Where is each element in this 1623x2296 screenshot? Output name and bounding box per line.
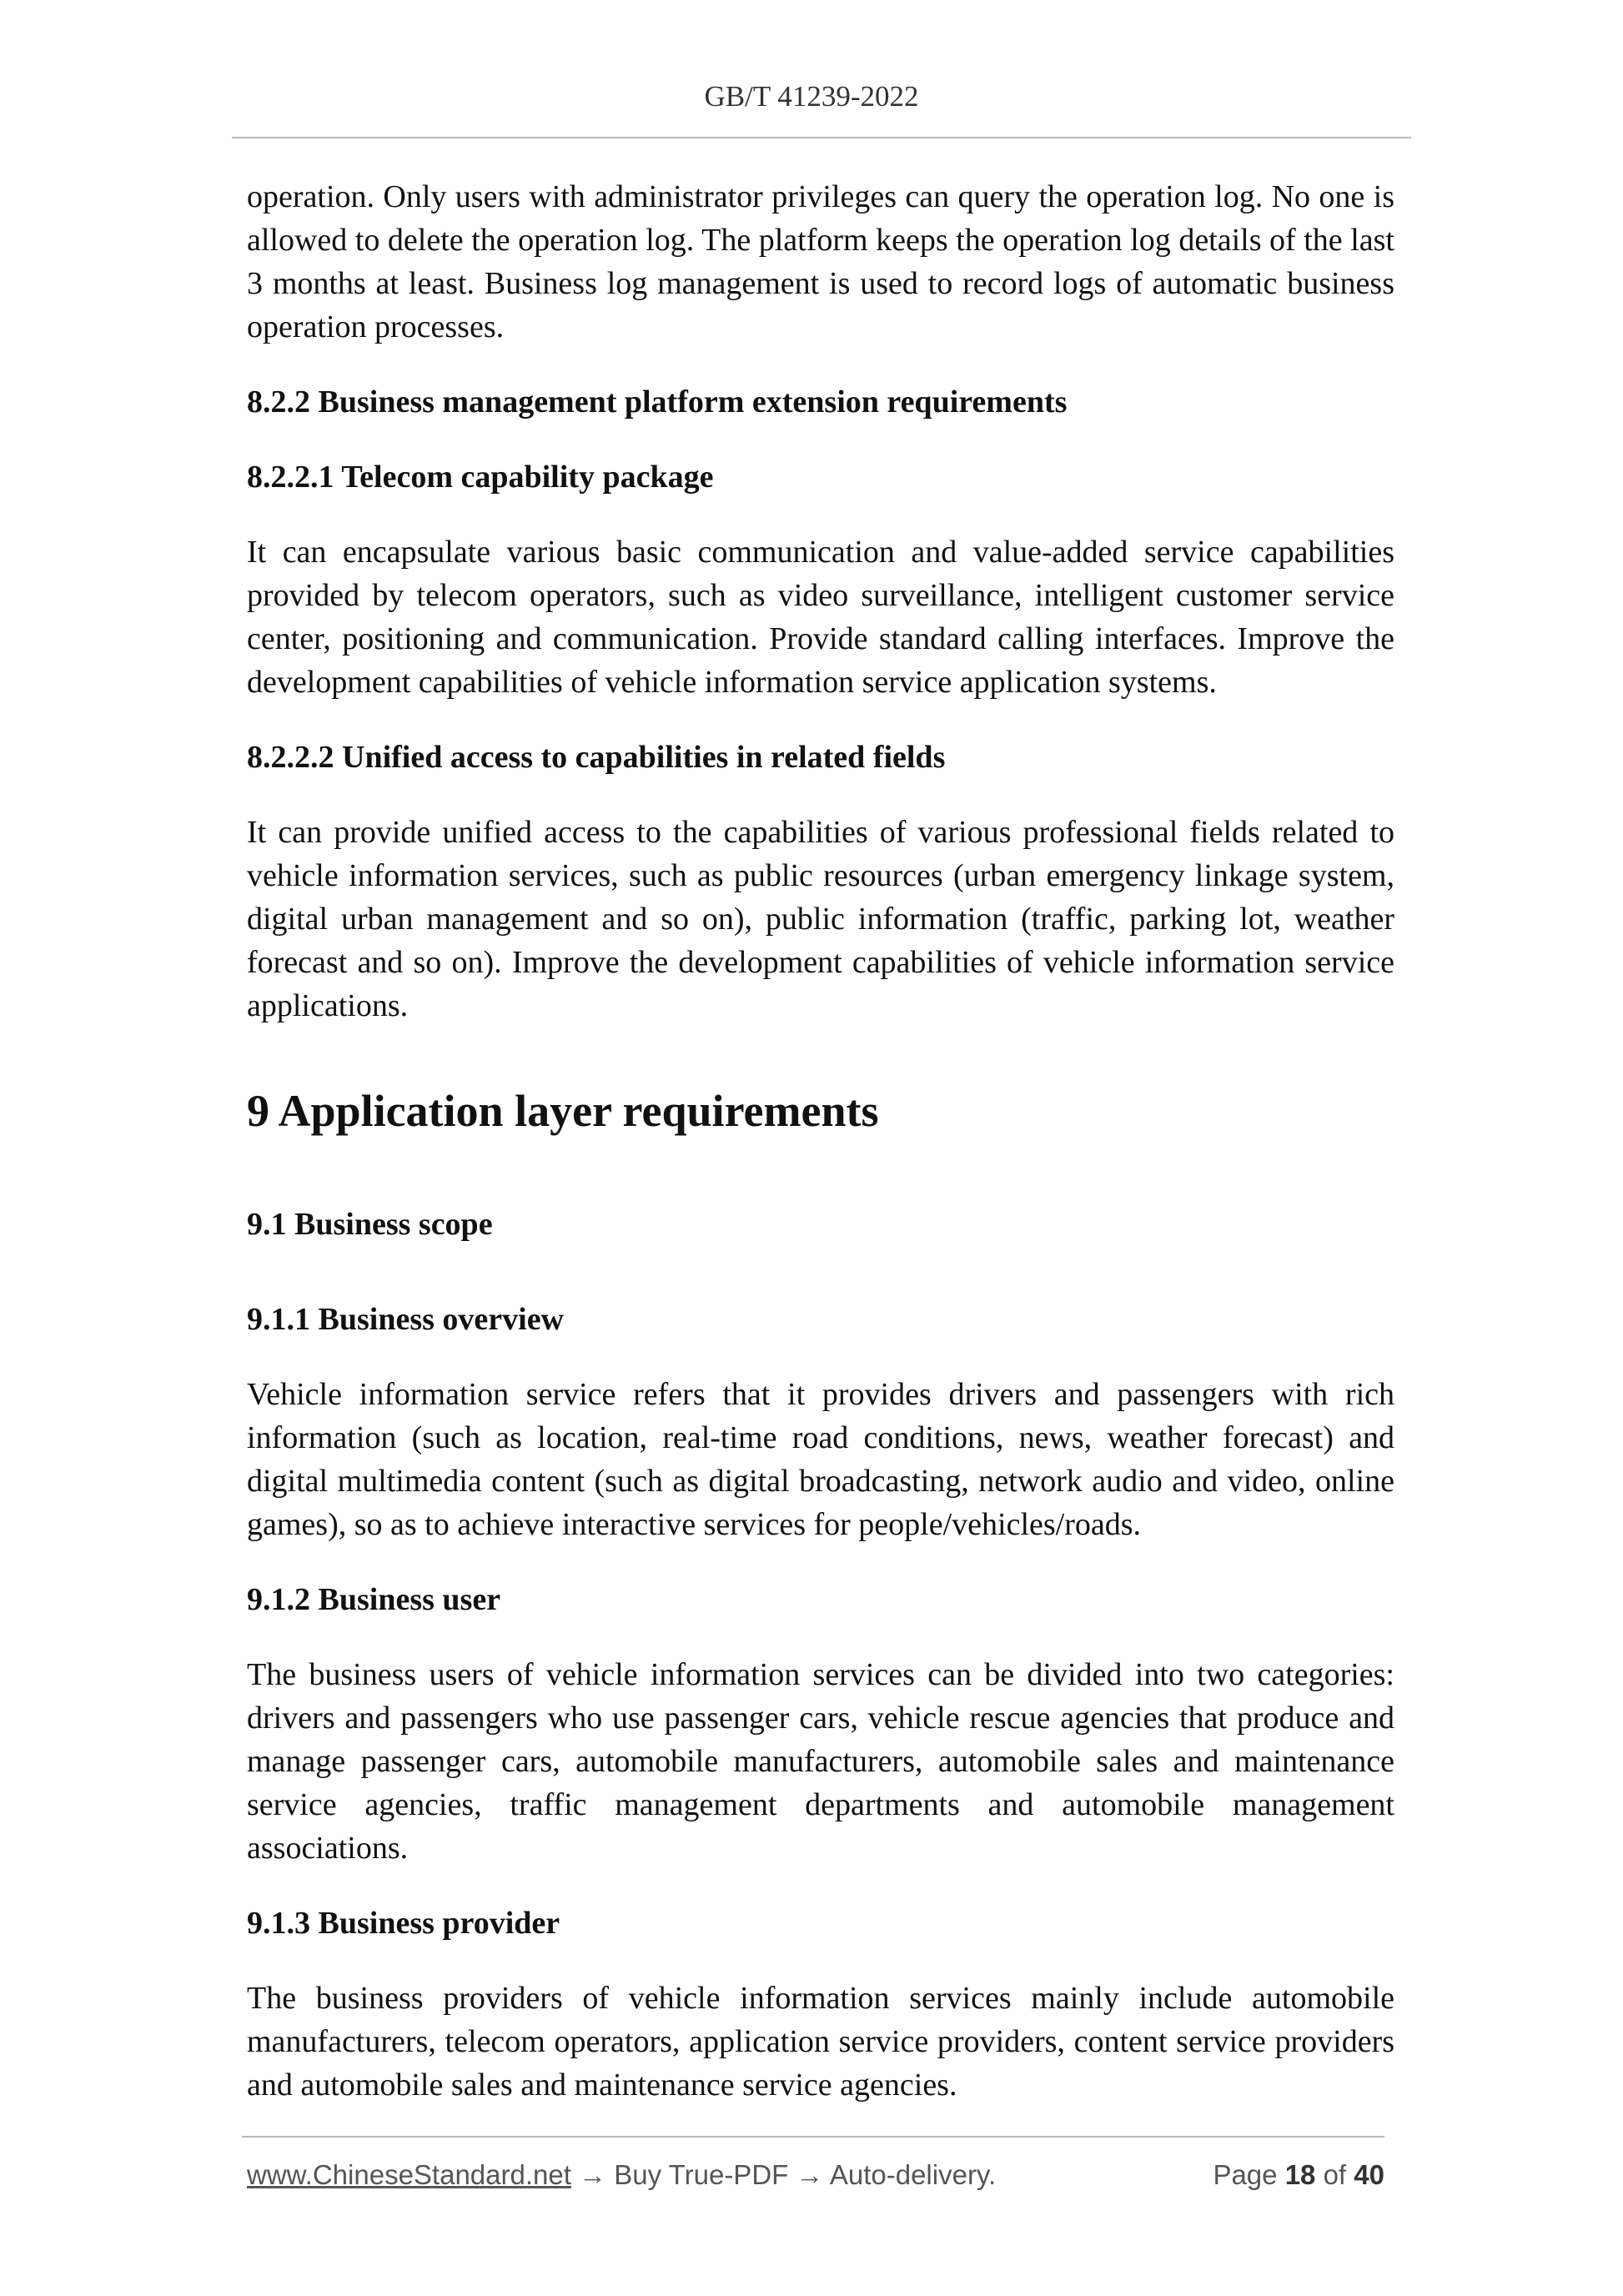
section-8-2-2-2-heading: 8.2.2.2 Unified access to capabilities in related fields: [247, 740, 946, 775]
footer-divider: [242, 2136, 1384, 2138]
section-9-1-3-paragraph: The business providers of vehicle information services mainly include automobile manufacturers, telecom operators, application service providers, content service providers and automobile sales and maintenance service agencies.: [247, 1981, 1394, 2103]
section-9-1-1-heading: 9.1.1 Business overview: [247, 1302, 564, 1337]
section-8-2-2-1-paragraph: It can encapsulate various basic communication and value-added service capabilities provided by telecom operators, such as video surveillance, intelligent customer service center, positioning and communication. Provide standard calling interfaces. Improve the development capabilities of vehicle information service application systems.: [247, 535, 1394, 700]
page-current: 18: [1284, 2159, 1316, 2190]
auto-delivery-text: Auto-delivery.: [829, 2159, 997, 2190]
page-of-label: of: [1323, 2159, 1347, 2190]
section-8-2-2-2-paragraph: It can provide unified access to the capabilities of various professional fields related to vehicle information services, such as public resources (urban emergency linkage system, digital urban management and so on), public information (traffic, parking lot, weather forecast and so on). Improve the development capabilities of vehicle information service applications.: [247, 815, 1394, 1023]
buy-true-pdf-link[interactable]: Buy True-PDF: [614, 2159, 789, 2190]
arrow-right-icon: →: [579, 2159, 607, 2190]
section-9-1-heading: 9.1 Business scope: [247, 1207, 493, 1242]
section-8-2-2-heading: 8.2.2 Business management platform extension requirements: [247, 384, 1068, 420]
section-9-1-1-paragraph: Vehicle information service refers that it provides drivers and passengers with rich information (such as location, real-time road conditions, news, weather forecast) and digital multimedia content (such as digital broadcasting, network audio and video, online games), so as to achieve interactive services for people/vehicles/roads.: [247, 1377, 1394, 1542]
section-8-2-2-1-heading: 8.2.2.1 Telecom capability package: [247, 460, 714, 495]
page-number: [1213, 2159, 1384, 2191]
site-link[interactable]: www.ChineseStandard.net: [247, 2159, 571, 2190]
arrow-right-icon: →: [796, 2159, 824, 2190]
section-9-1-2-heading: 9.1.2 Business user: [247, 1582, 501, 1617]
page-label: Page: [1213, 2159, 1278, 2190]
page-total: 40: [1354, 2159, 1384, 2190]
page-footer: [247, 2159, 1384, 2198]
section-9-1-2-paragraph: The business users of vehicle information services can be divided into two categories: drivers and passengers who use passenger cars, vehicle rescue agencies that produce and manage passenger cars, automobile manufacturers, automobile sales and maintenance service agencies, traffic management departments and automobile management associations.: [247, 1657, 1394, 1866]
header-divider: [232, 137, 1411, 138]
section-9-1-3-heading: 9.1.3 Business provider: [247, 1906, 560, 1941]
footer-promo: [247, 2159, 996, 2191]
document-body: [247, 175, 1394, 2107]
intro-paragraph: operation. Only users with administrator privileges can query the operation log. No one is allowed to delete the operation log. The platform keeps the operation log details of the last 3 months at least. Business log management is used to record logs of automatic business operation processes.: [247, 179, 1394, 344]
chapter-9-heading: 9 Application layer requirements: [247, 1086, 879, 1136]
page-header-doc-code: GB/T 41239-2022: [704, 80, 919, 113]
